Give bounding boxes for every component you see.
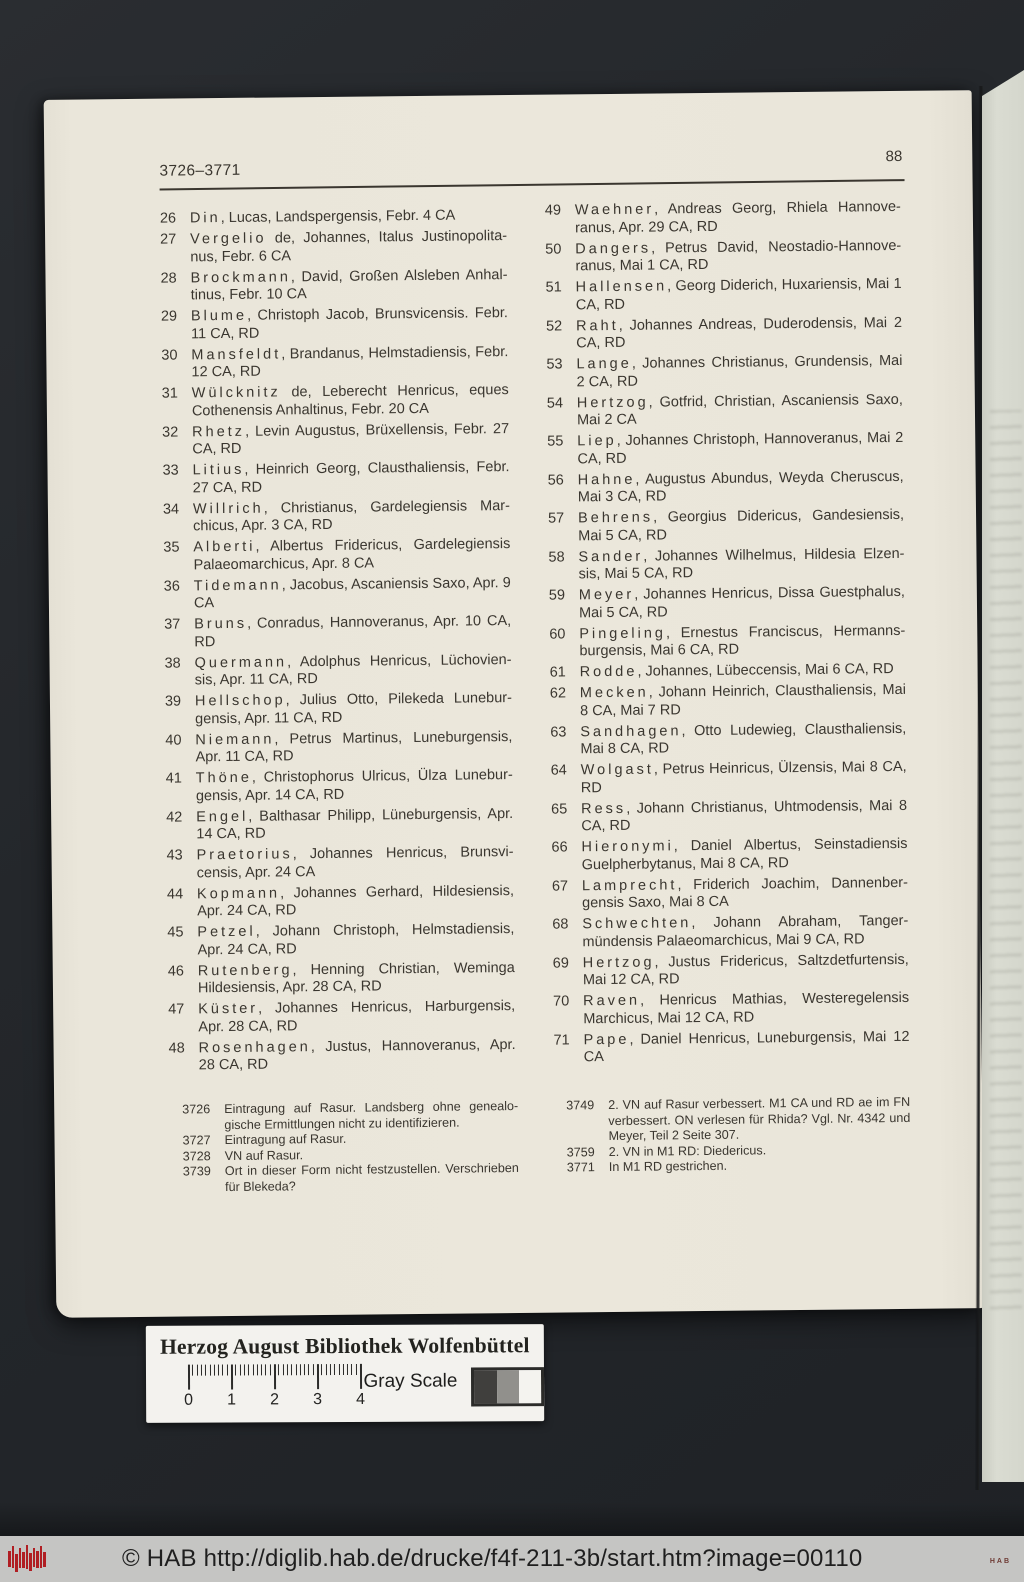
entry-number: 42 [166, 808, 183, 826]
ruler-minor-tick [330, 1364, 331, 1375]
entry-number: 48 [168, 1039, 185, 1057]
entry-surname: Quermann [194, 653, 288, 671]
ruler-minor-tick [240, 1364, 241, 1375]
register-entry [168, 960, 515, 999]
entry-surname: Mansfeldt [191, 345, 282, 363]
register-entry [546, 353, 902, 392]
next-page-edge [982, 70, 1024, 1482]
entry-text: Wülcknitz de, Leberecht Henricus, eques Cothenensis Anhaltinus, Febr. 20 CA [191, 382, 509, 419]
ruler-minor-tick [218, 1365, 219, 1376]
register-entry [165, 729, 512, 768]
entry-text: Raht, Johannes Andreas, Duderodensis, Mai 2 CA, RD [575, 314, 903, 352]
ruler-minor-tick [291, 1364, 292, 1375]
ruler-minor-tick [261, 1364, 262, 1375]
entry-surname: Praetorius [196, 846, 293, 864]
register-entry [546, 314, 902, 353]
entry-text: Vergelio de, Johannes, Italus Justinopolitanus, Febr. 6 CA [190, 228, 508, 265]
entry-text: Brockmann, David, Großen Alsleben Anhaltinus, Febr. 10 CA [190, 266, 508, 304]
ruler [184, 1364, 366, 1411]
entry-surname: Rhetz [192, 423, 246, 440]
entry-text: Raven, Henricus Mathias, Westeregelensis Marchicus, Mai 12 CA, RD [583, 989, 910, 1027]
entry-surname: Ress [581, 800, 627, 817]
entry-number: 50 [545, 240, 562, 258]
entry-number: 37 [164, 616, 181, 633]
entry-text: Tidemann, Jacobus, Ascaniensis Saxo, Apr. 9 CA [193, 574, 511, 612]
entry-surname: Hertzog [576, 394, 649, 411]
entry-number: 34 [162, 500, 180, 518]
entry-number: 65 [551, 800, 568, 818]
footnote-text: Eintragung auf Rasur. Landsberg ohne genealogische Ermittlungen nicht zu identifizieren. [224, 1098, 519, 1132]
entry-text: Pape, Daniel Henricus, Luneburgensis, Mai 12 CA [583, 1028, 910, 1066]
entry-number: 55 [547, 433, 564, 450]
ruler-minor-tick [334, 1364, 335, 1375]
gray-scale-swatches [471, 1367, 544, 1406]
entry-text: Litius, Heinrich Georg, Clausthaliensis, Febr. 27 CA, RD [192, 459, 510, 496]
entry-text: Hertzog, Gotfrid, Christian, Ascaniensis Saxo, Mai 2 CA [576, 391, 903, 429]
ruler-minor-tick [248, 1364, 249, 1375]
footnotes-column-left [182, 1099, 519, 1196]
register-entry [548, 507, 904, 546]
register-entry [161, 305, 508, 344]
entry-number: 52 [545, 317, 563, 335]
ruler-minor-tick [313, 1364, 314, 1375]
entry-text: Kopmann, Johannes Gerhard, Hildesiensis, Apr. 24 CA, RD [196, 882, 515, 920]
register-entry [549, 622, 905, 661]
entry-surname: Rutenberg [197, 961, 293, 979]
entry-number: 49 [544, 202, 562, 219]
ruler-number: 4 [356, 1390, 366, 1408]
entry-surname: Raven [583, 992, 641, 1010]
footnote [566, 1095, 910, 1145]
register-entry [166, 844, 513, 883]
footnote-text: Eintragung auf Rasur. [224, 1131, 347, 1148]
entry-text: Waehner, Andreas Georg, Rhiela Hannoveranus, Apr. 29 CA, RD [574, 198, 901, 236]
register-entry [550, 682, 906, 721]
register-entry [547, 430, 903, 469]
entry-surname: Lange [576, 355, 632, 373]
register-entry [549, 584, 905, 623]
register-entry [550, 661, 906, 682]
header-rule [160, 179, 905, 190]
entry-text: Behrens, Georgius Didericus, Gandesiensis, Mai 5 CA, RD [577, 506, 905, 544]
footnote-number: 3771 [566, 1160, 595, 1175]
register-entry [164, 575, 511, 614]
entry-text: Rodde, Johannes, Lübeccensis, Mai 6 CA, RD [579, 661, 894, 681]
entry-number: 35 [163, 539, 180, 556]
entry-surname: Petzel [197, 923, 256, 941]
entry-surname: Dangers [575, 240, 652, 257]
ruler-minor-tick [209, 1365, 210, 1376]
ruler-minor-tick [192, 1365, 193, 1376]
ruler-minor-tick [356, 1364, 357, 1375]
entry-number: 36 [163, 577, 180, 595]
register-entry [163, 498, 510, 537]
footnote-number: 3727 [182, 1133, 211, 1148]
footer-url: © HAB http://diglib.hab.de/drucke/f4f-211-3b/start.htm?image=00110 [122, 1545, 863, 1572]
register-entry [167, 883, 514, 922]
ruler-minor-tick [295, 1364, 296, 1375]
register-entry [165, 690, 512, 729]
register-entry [162, 459, 509, 498]
ruler-number: 1 [227, 1391, 237, 1409]
entry-number: 68 [552, 916, 569, 933]
entry-number: 63 [550, 723, 567, 741]
entry-surname: Hertzog [582, 954, 655, 971]
entry-number: 45 [167, 924, 184, 941]
entry-text: Lange, Johannes Christianus, Grundensis, Mai 2 CA, RD [576, 352, 903, 390]
ruler-minor-tick [222, 1365, 223, 1376]
entry-number: 41 [165, 770, 182, 787]
register-column-right [545, 199, 910, 1071]
ruler-minor-tick [270, 1364, 271, 1375]
entry-number: 69 [552, 954, 569, 972]
footnote-number: 3728 [182, 1148, 211, 1164]
entry-number: 28 [160, 270, 177, 287]
register-entry [553, 1028, 909, 1067]
ruler-minor-tick [287, 1364, 288, 1375]
register-entry [545, 237, 901, 276]
entry-text: Sander, Johannes Wilhelmus, Hildesia Elzensis, Mai 5 CA, RD [578, 545, 905, 583]
entry-surname: Schwechten [582, 915, 692, 933]
entry-surname: Alberti [193, 538, 256, 556]
register-entry [162, 421, 509, 460]
entry-surname: Behrens [577, 509, 654, 527]
entry-text: Ress, Johann Christianus, Uhtmodensis, Mai 8 CA, RD [581, 797, 908, 835]
page-number: 88 [885, 147, 903, 166]
ruler-minor-tick [300, 1364, 301, 1375]
footnote-text: 2. VN in M1 RD: Diedericus. [608, 1143, 767, 1159]
entry-number: 38 [164, 654, 181, 672]
ruler-minor-tick [326, 1364, 327, 1375]
ruler-minor-tick [338, 1364, 339, 1375]
gray-swatch [474, 1370, 496, 1403]
entry-text: Bruns, Conradus, Hannoveranus, Apr. 10 CA, RD [194, 613, 512, 650]
entry-surname: Hahne [577, 471, 636, 488]
entry-surname: Thöne [195, 769, 252, 787]
register-entry [548, 545, 904, 584]
entry-number: 47 [168, 1001, 185, 1018]
entry-text: Lamprecht, Friderich Joachim, Dannenbergensis Saxo, Mai 8 CA [581, 874, 908, 912]
entry-text: Hallensen, Georg Diderich, Huxariensis, Mai 1 CA, RD [575, 275, 902, 313]
ruler-number: 3 [313, 1391, 323, 1409]
entry-text: Mansfeldt, Brandanus, Helmstadiensis, Febr. 12 CA, RD [191, 343, 509, 381]
entry-text: Rosenhagen, Justus, Hannoveranus, Apr. 28 CA, RD [198, 1036, 516, 1074]
entry-text: Rhetz, Levin Augustus, Brüxellensis, Febr. 27 CA, RD [192, 420, 510, 458]
entry-surname: Wolgast [580, 761, 654, 779]
entry-surname: Bruns [194, 615, 248, 633]
entry-surname: Mecken [579, 684, 649, 702]
register-entry [162, 382, 509, 421]
entry-number: 51 [545, 279, 562, 296]
entry-number: 43 [166, 847, 183, 864]
register-entry [164, 613, 511, 652]
entry-number: 61 [549, 664, 566, 681]
entry-text: Willrich, Christianus, Gardelegiensis Marchicus, Apr. 3 CA, RD [192, 497, 511, 535]
entry-text: Rutenberg, Henning Christian, Weminga Hildesiensis, Apr. 28 CA, RD [197, 959, 515, 997]
entry-text: Liep, Johannes Christoph, Hannoveranus, Mai 2 CA, RD [577, 429, 904, 467]
entry-surname: Meyer [578, 586, 635, 604]
entry-text: Pingeling, Ernestus Franciscus, Hermannsburgensis, Mai 6 CA, RD [579, 622, 906, 660]
ruler-minor-tick [343, 1364, 344, 1375]
entry-text: Hieronymi, Daniel Albertus, Seinstadiensis Guelpherbytanus, Mai 8 CA, RD [581, 835, 908, 873]
ruler-minor-tick [235, 1364, 236, 1375]
footnote [183, 1161, 519, 1196]
entry-text: Thöne, Christophorus Ulricus, Ülza Luneburgensis, Apr. 14 CA, RD [195, 767, 513, 804]
entry-surname: Raht [575, 317, 619, 334]
entry-number: 54 [546, 394, 564, 412]
register-entry [550, 720, 906, 759]
entry-text: Sandhagen, Otto Ludewieg, Clausthaliensis, Mai 8 CA, RD [580, 720, 907, 758]
entry-surname: Rosenhagen [198, 1038, 311, 1056]
footnote-text: In M1 RD gestrichen. [608, 1159, 728, 1175]
entry-text: Blume, Christoph Jacob, Brunsvicensis. Febr. 11 CA, RD [190, 305, 508, 342]
entry-text: Küster, Johannes Henricus, Harburgensis, Apr. 28 CA, RD [198, 998, 516, 1035]
ruler-major-tick [188, 1365, 190, 1390]
register-entry [161, 344, 508, 383]
entry-number: 58 [548, 548, 565, 566]
entry-surname: Kopmann [196, 884, 281, 902]
register-entry [546, 276, 902, 315]
register-entry [160, 228, 507, 267]
entry-text: Engel, Balthasar Philipp, Lüneburgensis, Apr. 14 CA, RD [196, 805, 514, 843]
ruler-minor-tick [351, 1364, 352, 1375]
footnote [182, 1099, 518, 1134]
gray-swatch [497, 1370, 519, 1403]
entry-number: 62 [549, 685, 567, 702]
entry-surname: Din [189, 210, 221, 227]
register-entry [551, 836, 907, 875]
register-entry [552, 913, 908, 952]
entry-surname: Hellschop [194, 692, 286, 710]
entry-surname: Wülcknitz [191, 384, 281, 402]
entry-number: 44 [166, 885, 184, 903]
entry-number: 56 [547, 471, 564, 489]
entry-number: 32 [162, 424, 179, 441]
ruler-number: 0 [184, 1391, 194, 1409]
entry-surname: Litius [192, 461, 245, 479]
ruler-minor-tick [201, 1365, 202, 1376]
corner-mark: HAB [989, 1558, 1011, 1565]
footnote-number: 3749 [566, 1098, 595, 1113]
register-entry [167, 921, 514, 960]
ruler-minor-tick [227, 1365, 228, 1376]
page-range: 3726–3771 [159, 161, 241, 180]
footnote-number: 3739 [182, 1164, 211, 1179]
ruler-major-tick [360, 1364, 362, 1389]
scale-card-title: Herzog August Bibliothek Wolfenbüttel [160, 1333, 530, 1359]
entry-text: Quermann, Adolphus Henricus, Lüchoviensis, Apr. 11 CA, RD [194, 651, 512, 689]
entry-text: Alberti, Albertus Fridericus, Gardelegiensis Palaeomarchicus, Apr. 8 CA [193, 536, 511, 573]
footnote-number: 3759 [566, 1144, 595, 1160]
footer-bar [0, 1536, 1024, 1582]
entry-text: Praetorius, Johannes Henricus, Brunsvicensis, Apr. 24 CA [196, 844, 514, 881]
entry-surname: Lamprecht [581, 876, 678, 894]
entry-surname: Blume [190, 307, 248, 325]
ruler-minor-tick [214, 1365, 215, 1376]
ruler-minor-tick [347, 1364, 348, 1375]
ruler-minor-tick [252, 1364, 253, 1375]
entry-surname: Willrich [192, 500, 264, 517]
scale-card [146, 1324, 544, 1423]
ruler-minor-tick [321, 1364, 322, 1375]
entry-text: Petzel, Johann Christoph, Helmstadiensis, Apr. 24 CA, RD [197, 921, 515, 958]
entry-number: 70 [553, 993, 570, 1010]
hab-logo-icon [7, 1543, 49, 1575]
entry-surname: Sandhagen [580, 722, 682, 740]
entry-text: Hellschop, Julius Otto, Pilekeda Luneburgensis, Apr. 11 CA, RD [194, 690, 513, 727]
register-column-left [160, 207, 516, 1079]
register-entry [160, 207, 507, 228]
entry-text: Din, Lucas, Landspergensis, Febr. 4 CA [189, 207, 456, 227]
ruler-minor-tick [278, 1364, 279, 1375]
entry-number: 39 [164, 693, 182, 710]
register-entry [168, 998, 515, 1037]
footnote [567, 1157, 911, 1176]
ruler-minor-tick [205, 1365, 206, 1376]
entry-number: 27 [160, 231, 177, 248]
entry-text: Mecken, Johann Heinrich, Clausthaliensis, Mai 8 CA, Mai 7 RD [579, 681, 906, 719]
footnote-number: 3726 [182, 1102, 211, 1117]
entry-text: Hertzog, Justus Fridericus, Saltzdetfurtensis, Mai 12 CA, RD [582, 951, 909, 989]
entry-surname: Rodde [579, 663, 638, 681]
entry-number: 71 [553, 1031, 570, 1049]
entry-text: Wolgast, Petrus Heinricus, Ülzensis, Mai 8 CA, RD [580, 758, 907, 796]
gray-swatch [519, 1370, 541, 1403]
entry-number: 57 [547, 510, 565, 527]
entry-surname: Pingeling [579, 624, 667, 642]
register-entry [160, 267, 507, 306]
register-entry [553, 990, 909, 1029]
register-entry [169, 1037, 516, 1076]
entry-number: 26 [159, 210, 177, 227]
entry-number: 29 [160, 308, 178, 325]
register-entry [552, 874, 908, 913]
footnote-text: Ort in dieser Form nicht festzustellen. Verschrieben für Blekeda? [224, 1161, 519, 1195]
footnotes-column-right [566, 1095, 911, 1177]
entry-number: 59 [548, 587, 566, 604]
register-entry [551, 759, 907, 798]
register-entry [548, 468, 904, 507]
register-entry [164, 652, 511, 691]
ruler-major-tick [317, 1364, 319, 1389]
ruler-minor-tick [265, 1364, 266, 1375]
ruler-minor-tick [283, 1364, 284, 1375]
entry-surname: Waehner [574, 201, 655, 219]
entry-surname: Vergelio [190, 230, 267, 248]
ruler-number: 2 [270, 1391, 280, 1409]
entry-text: Hahne, Augustus Abundus, Weyda Cheruscus, Mai 3 CA, RD [577, 468, 904, 506]
register-entry [166, 767, 513, 806]
entry-number: 31 [161, 385, 178, 402]
entry-surname: Sander [578, 548, 644, 565]
entry-surname: Brockmann [190, 268, 291, 286]
ruler-minor-tick [197, 1365, 198, 1376]
ruler-minor-tick [304, 1364, 305, 1375]
entry-surname: Hieronymi [581, 838, 674, 856]
entry-text: Dangers, Petrus David, Neostadio-Hannoveranus, Mai 1 CA, RD [575, 237, 902, 275]
entry-number: 60 [549, 625, 566, 643]
entry-number: 40 [165, 731, 182, 749]
entry-number: 30 [161, 347, 178, 364]
entry-text: Niemann, Petrus Martinus, Luneburgensis, Apr. 11 CA, RD [195, 728, 513, 766]
entry-text: Meyer, Johannes Henricus, Dissa Guestphalus, Mai 5 CA, RD [578, 583, 905, 621]
book-page [44, 90, 985, 1318]
entry-surname: Niemann [195, 731, 275, 748]
entry-surname: Küster [198, 1000, 259, 1018]
ruler-minor-tick [257, 1364, 258, 1375]
entry-surname: Engel [196, 808, 249, 825]
register-entry [547, 391, 903, 430]
entry-surname: Tidemann [193, 576, 282, 594]
entry-number: 64 [550, 762, 567, 779]
register-entry [166, 806, 513, 845]
entry-number: 46 [167, 962, 185, 980]
register-entry [553, 951, 909, 990]
footnote-text: 2. VN auf Rasur verbessert. M1 CA und RD ae im FN verbessert. ON verlesen für Rhida? Vgl. Nr. 4342 und Meyer, Teil 2 Seite 307. [608, 1094, 911, 1144]
register-entry [551, 797, 907, 836]
entry-number: 33 [162, 462, 179, 479]
gray-scale-label: Gray Scale [363, 1370, 458, 1392]
register-entry [545, 199, 901, 238]
footnote-text: VN auf Rasur. [224, 1148, 304, 1163]
register-entry [163, 536, 510, 575]
entry-surname: Liep [577, 432, 617, 450]
entry-number: 66 [551, 839, 568, 856]
entry-number: 67 [551, 877, 569, 895]
ruler-minor-tick [244, 1364, 245, 1375]
entry-number: 53 [546, 356, 563, 373]
entry-surname: Pape [583, 1031, 630, 1048]
ruler-major-tick [231, 1364, 233, 1389]
ruler-major-tick [274, 1364, 276, 1389]
ruler-minor-tick [308, 1364, 309, 1375]
entry-surname: Hallensen [575, 278, 668, 296]
entry-text: Schwechten, Johann Abraham, Tangermündensis Palaeomarchicus, Mai 9 CA, RD [582, 912, 909, 950]
